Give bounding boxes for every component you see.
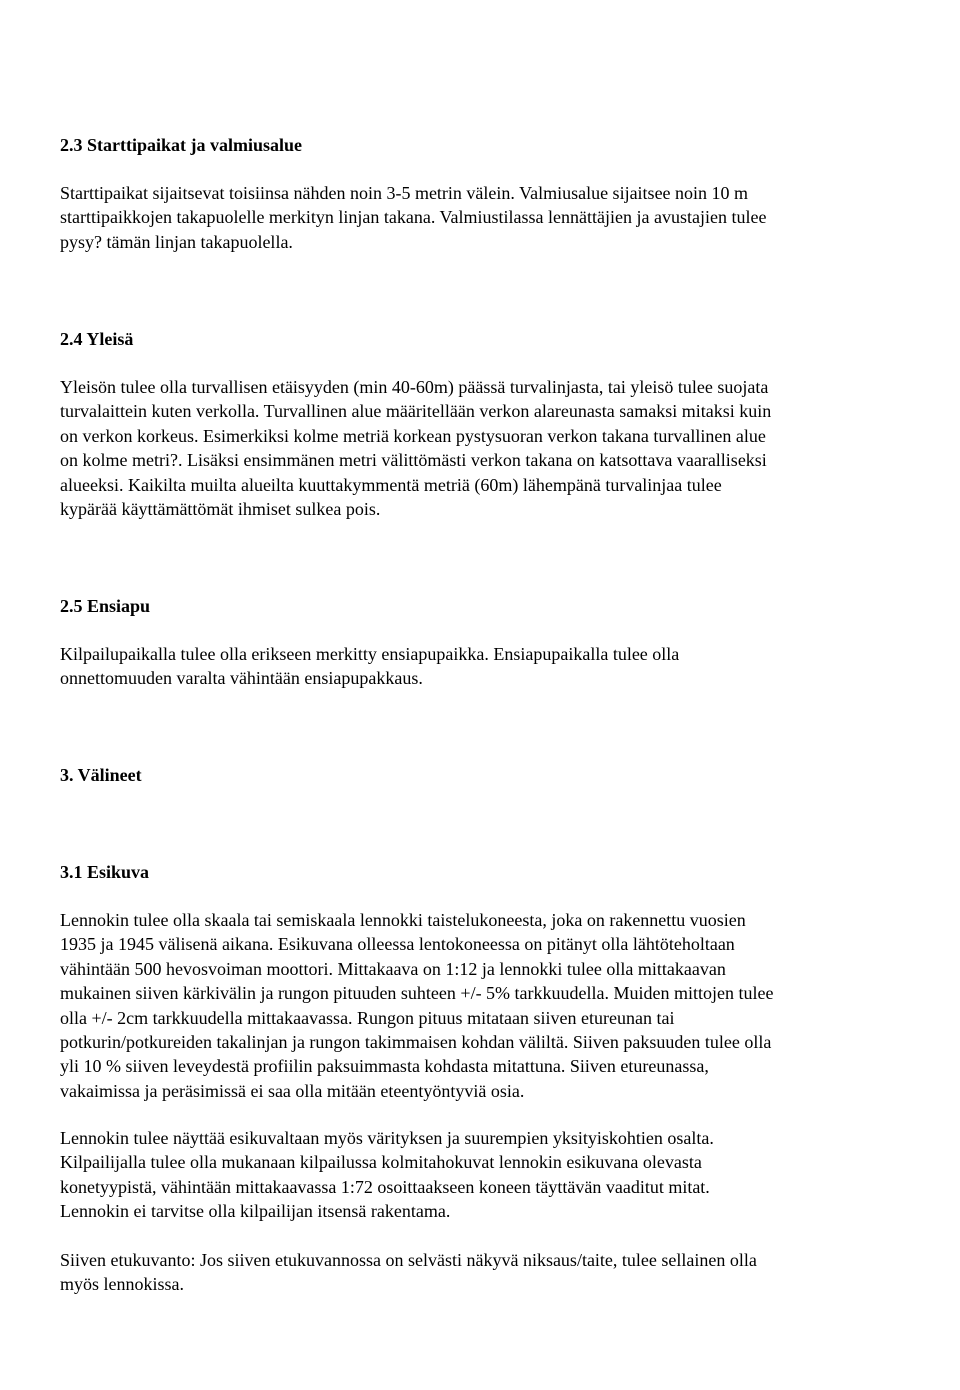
text-line: starttipaikkojen takapuolelle merkityn linjan takana. Valmiustilassa lennättäjien ja avustajien tulee [60,207,767,228]
section-heading-2-5: 2.5 Ensiapu [60,596,151,616]
text-line: alueeksi. Kaikilta muilta alueilta kuuttakymmentä metriä (60m) lähempänä turvalinjaa tulee [60,474,722,495]
paragraph-3-1-b [60,1126,714,1224]
text-line: potkurin/potkureiden takalinjan ja rungon takimmaisen kohdan väliltä. Siiven paksuuden tulee olla [60,1032,772,1053]
paragraph-3-1-a [60,908,774,1103]
text-line: kypärää käyttämättömät ihmiset sulkea pois. [60,499,381,520]
text-line: Yleisön tulee olla turvallisen etäisyyden (min 40-60m) päässä turvalinjasta, tai yleisö tulee suojata [60,377,769,397]
paragraph-2-3 [60,181,766,254]
text-line: on kolme metri?. Lisäksi ensimmänen metri välittömästi verkon takana on katsottava vaaralliseksi [60,450,767,471]
text-line: onnettomuuden varalta vähintään ensiapupakkaus. [60,668,423,689]
text-line: pysy? tämän linjan takapuolella. [60,231,293,252]
section-heading-3: 3. Välineet [60,765,142,785]
text-line: on verkon korkeus. Esimerkiksi kolme metriä korkean pystysuoran verkon takana turvallinen alue [60,425,766,446]
text-line: Lennokin tulee näyttää esikuvaltaan myös värityksen ja suurempien yksityiskohtien osalta. [60,1128,714,1148]
text-line: Lennokin ei tarvitse olla kilpailijan itsensä rakentama. [60,1201,451,1222]
text-line: Siiven etukuvanto: Jos siiven etukuvannossa on selvästi näkyvä niksaus/taite, tulee sellainen olla [60,1250,757,1270]
text-line: myös lennokissa. [60,1274,184,1295]
paragraph-2-4 [60,375,771,521]
text-line: yli 10 % siiven leveydestä profiilin paksuimmasta kohdasta mitattuna. Siiven etureunassa, [60,1056,709,1077]
text-line: olla +/- 2cm tarkkuudella mittakaavassa. Rungon pituus mitataan siiven etureunan tai [60,1007,675,1028]
text-line: mukainen siiven kärkivälin ja rungon pituuden suhteen +/- 5% tarkkuudella. Muiden mittojen tulee [60,983,774,1004]
section-heading-2-4: 2.4 Yleisä [60,329,134,349]
section-heading-2-3: 2.3 Starttipaikat ja valmiusalue [60,135,303,155]
text-line: Kilpailijalla tulee olla mukanaan kilpailussa kolmitahokuvat lennokin esikuvana olevasta [60,1152,702,1173]
text-line: turvalaittein kuten verkolla. Turvallinen alue määritellään verkon alareunasta samaksi mitaksi kuin [60,401,772,422]
text-line: vähintään 500 hevosvoiman moottori. Mittakaava on 1:12 ja lennokki tulee olla mittakaavan [60,958,726,979]
text-line: Kilpailupaikalla tulee olla erikseen merkitty ensiapupaikka. Ensiapupaikalla tulee olla [60,644,680,664]
text-line: Lennokin tulee olla skaala tai semiskaala lennokki taistelukoneesta, joka on rakennettu vuosien [60,910,746,930]
paragraph-3-1-c [60,1248,757,1297]
text-line: vakaimissa ja peräsimissä ei saa olla mitään eteentyöntyviä osia. [60,1080,525,1101]
text-line: konetyypistä, vähintään mittakaavassa 1:72 osoittaakseen koneen täyttävän vaaditut mitat. [60,1176,710,1197]
section-heading-3-1: 3.1 Esikuva [60,862,150,882]
text-line: 1935 ja 1945 välisenä aikana. Esikuvana olleessa lentokoneessa on pitänyt olla lähtöteholtaan [60,934,735,955]
paragraph-2-5 [60,642,679,691]
text-line: Starttipaikat sijaitsevat toisiinsa nähden noin 3-5 metrin välein. Valmiusalue sijaitsee noin 10 m [60,183,749,203]
